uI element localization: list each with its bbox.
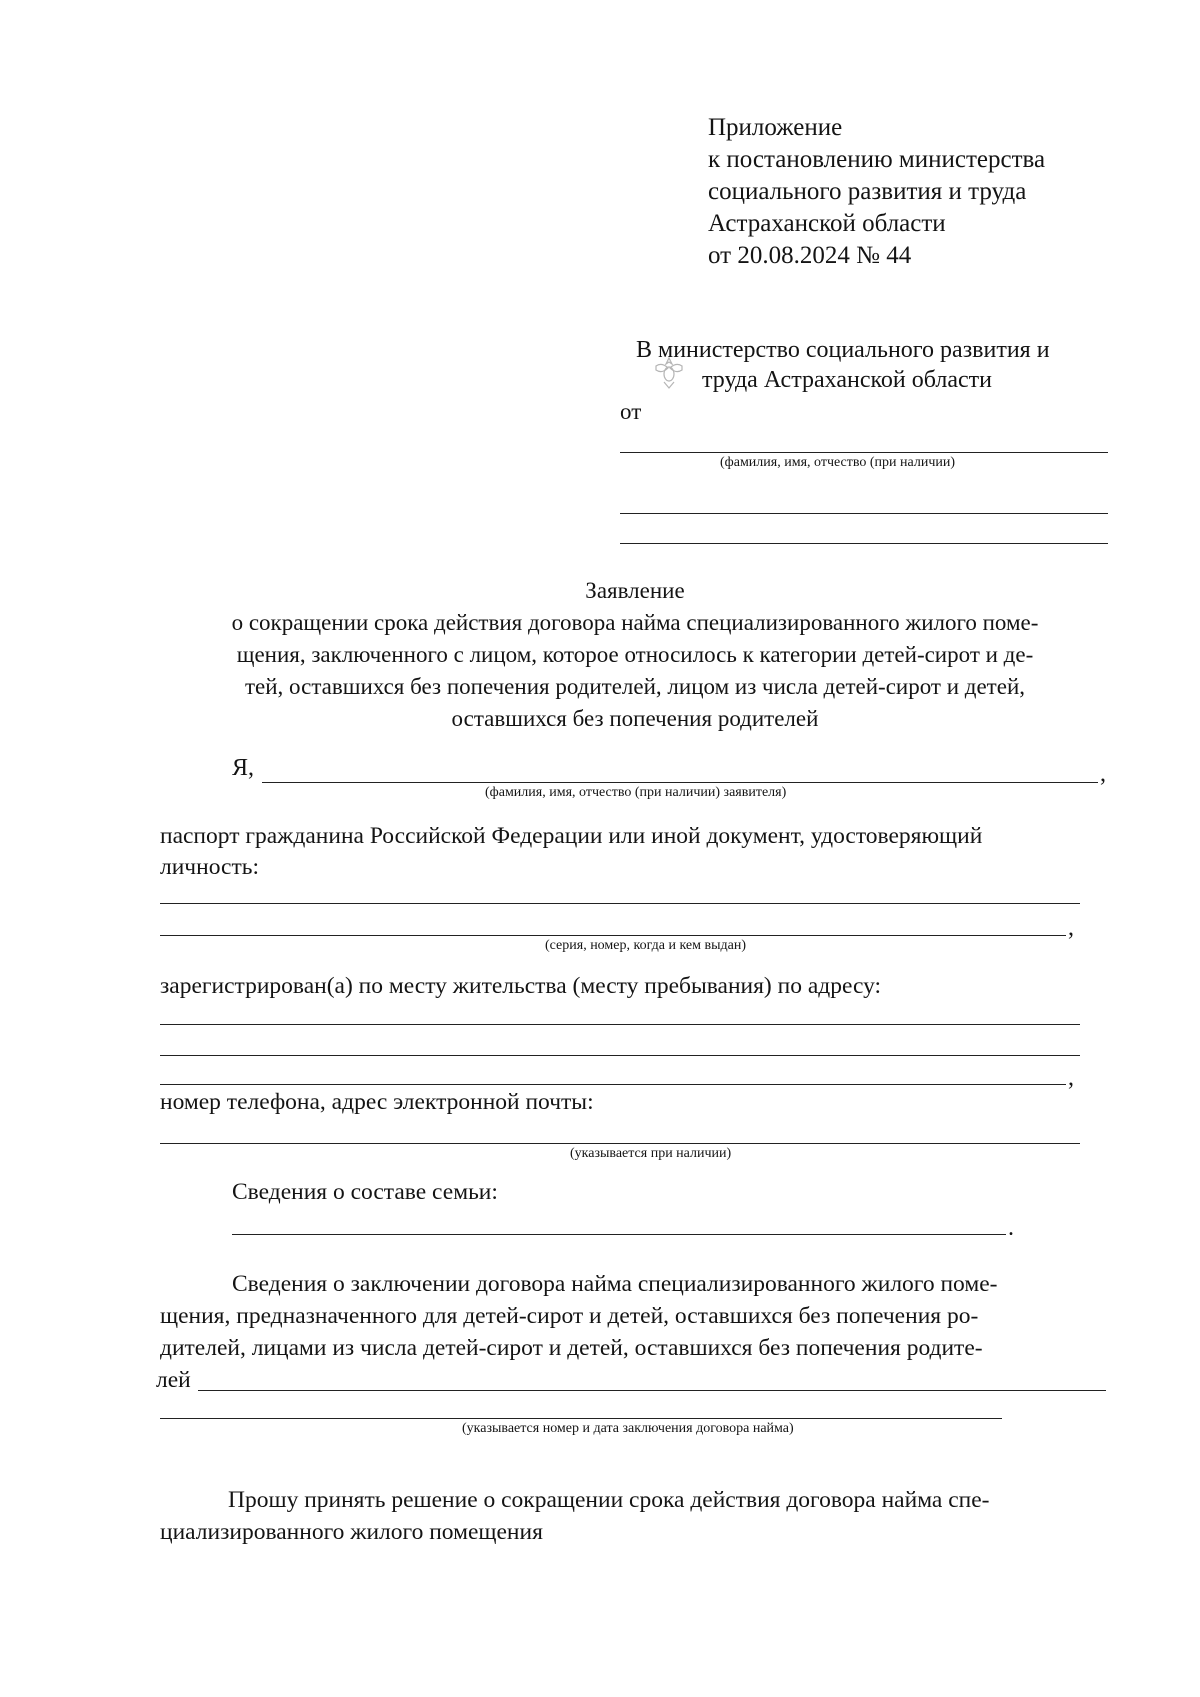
contacts-label: номер телефона, адрес электронной почты: xyxy=(160,1089,594,1115)
statement-title-line-1: о сокращении срока действия договора найма специализированного жилого поме- xyxy=(231,610,1039,635)
registration-line-1[interactable] xyxy=(160,1024,1080,1025)
registration-comma: , xyxy=(1068,1065,1074,1091)
contract-line-field-2[interactable] xyxy=(160,1418,1002,1419)
passport-label-line-1: паспорт гражданина Российской Федерации или иной документ, удостоверяющий xyxy=(160,823,983,849)
passport-comma: , xyxy=(1068,915,1074,941)
caption-fio: (фамилия, имя, отчество (при наличии) xyxy=(720,455,956,470)
contract-line-2: щения, предназначенного для детей-сирот и детей, оставшихся без попечения ро- xyxy=(160,1303,979,1329)
from-extra-line-1[interactable] xyxy=(620,513,1108,514)
passport-label-line-2: личность: xyxy=(160,854,259,880)
passport-line-1[interactable] xyxy=(160,903,1080,904)
contract-line-4: лей xyxy=(156,1367,191,1393)
contract-line-1: Сведения о заключении договора найма специализированного жилого поме- xyxy=(232,1271,998,1297)
contacts-caption: (указывается при наличии) xyxy=(570,1146,732,1161)
appendix-line-3: социального развития и труда xyxy=(708,178,1027,205)
applicant-fio-line[interactable] xyxy=(262,782,1098,783)
appendix-block xyxy=(708,112,1045,272)
appendix-line-5: от 20.08.2024 № 44 xyxy=(708,242,912,269)
passport-line-2[interactable] xyxy=(160,935,1066,936)
request-line-2: циализированного жилого помещения xyxy=(160,1519,543,1545)
addressee-line-2: труда Астраханской области xyxy=(702,367,992,393)
family-line[interactable] xyxy=(232,1234,1006,1235)
request-line-1: Прошу принять решение о сокращении срока действия договора найма спе- xyxy=(228,1487,990,1513)
applicant-caption: (фамилия, имя, отчество (при наличии) заявителя) xyxy=(485,785,787,800)
appendix-line-4: Астраханской области xyxy=(708,210,946,237)
statement-title-line-2: щения, заключенного с лицом, которое относилось к категории детей-сирот и де- xyxy=(236,642,1034,667)
from-fio-line[interactable] xyxy=(620,452,1108,453)
applicant-comma: , xyxy=(1100,761,1106,787)
contract-line-3: дителей, лицами из числа детей-сирот и детей, оставшихся без попечения родите- xyxy=(160,1335,983,1361)
family-label: Сведения о составе семьи: xyxy=(232,1179,498,1205)
contacts-line[interactable] xyxy=(160,1143,1080,1144)
applicant-ya-label: Я, xyxy=(232,755,255,781)
statement-heading: Заявление xyxy=(585,578,685,603)
statement-title-line-3: тей, оставшихся без попечения родителей, лицом из числа детей-сирот и детей, xyxy=(244,674,1025,699)
contract-line-field-1[interactable] xyxy=(198,1390,1106,1391)
registration-line-2[interactable] xyxy=(160,1055,1080,1056)
statement-title-line-4: оставшихся без попечения родителей xyxy=(451,706,819,731)
registration-label: зарегистрирован(а) по месту жительства (месту пребывания) по адресу: xyxy=(160,973,882,999)
passport-caption: (серия, номер, когда и кем выдан) xyxy=(545,938,746,953)
from-extra-line-2[interactable] xyxy=(620,543,1108,544)
family-period: . xyxy=(1008,1215,1014,1241)
registration-line-3[interactable] xyxy=(160,1084,1066,1085)
from-label: от xyxy=(620,399,642,424)
appendix-line-2: к постановлению министерства xyxy=(708,146,1046,173)
addressee-line-1: В министерство социального развития и xyxy=(636,337,1050,363)
appendix-line-1: Приложение xyxy=(708,114,843,141)
contract-caption: (указывается номер и дата заключения договора найма) xyxy=(462,1421,794,1436)
statement-title xyxy=(150,575,1120,735)
